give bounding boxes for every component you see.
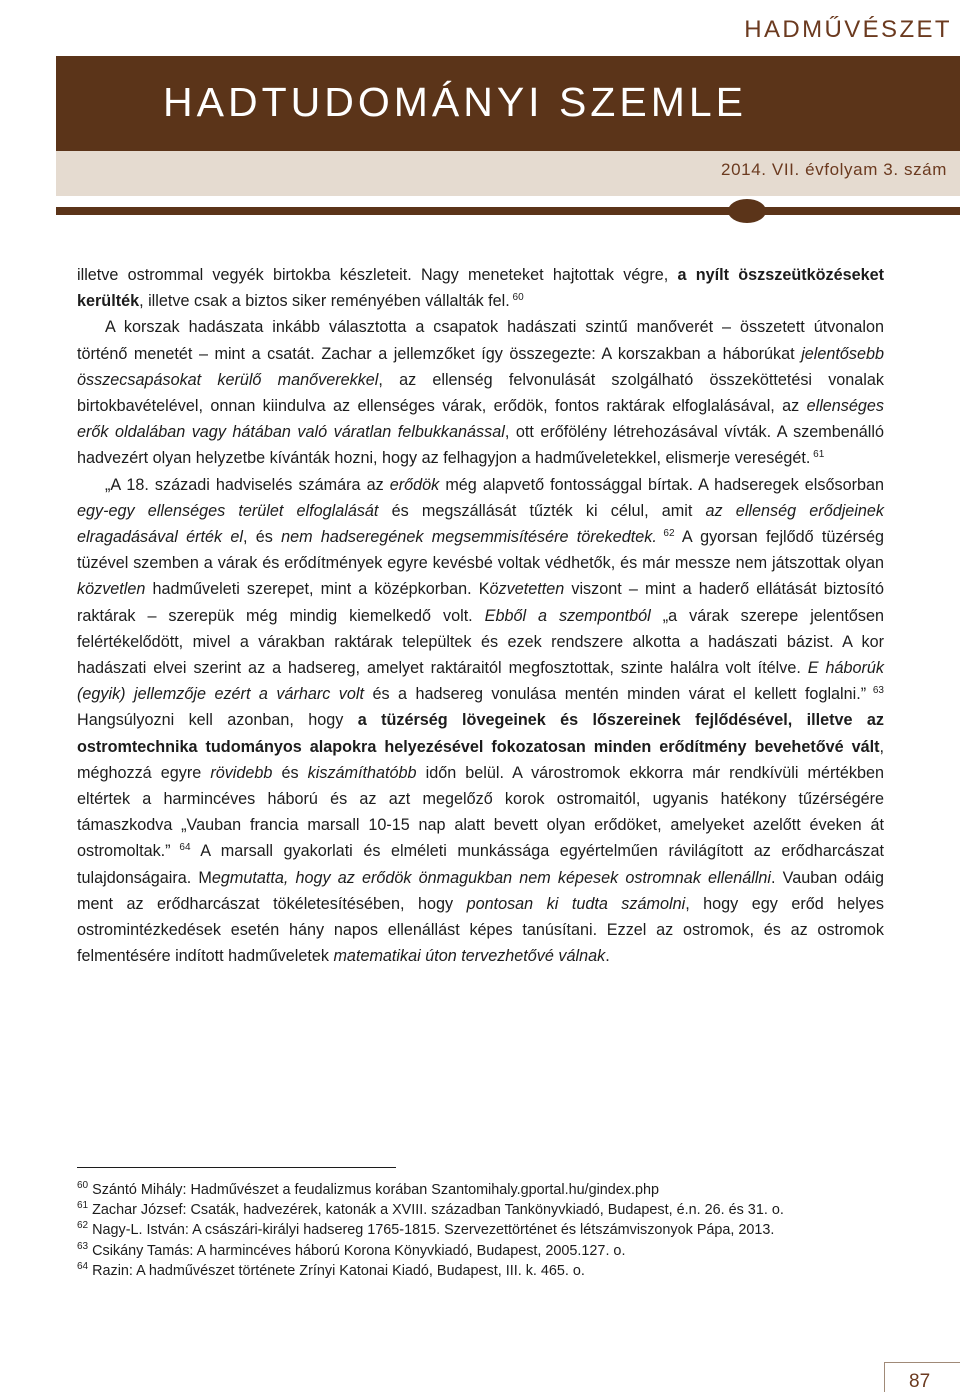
journal-title: HADTUDOMÁNYI SZEMLE [163, 79, 747, 125]
text-run: . [605, 947, 610, 966]
text-run: , hogy egy erőd helyes ostromintézkedések esetén hány napos ellenállást képes tanúsítani. Ezzel az ostromok, és az ostromok felmentésére indított hadműveletek [77, 894, 884, 966]
footnote-number: 64 [77, 1260, 89, 1272]
text-run: hadműveleti szerepet, mint a középkorban. K [145, 580, 490, 599]
footnote-separator [77, 1167, 396, 1168]
text-run: , és [242, 528, 282, 547]
text-run: A korszak hadászata inkább választotta a csapatok hadászati szintű manőverét – összetett útvonalon történő menetét – mint a csatát. Zachar a jellemzőket így összegezte: A korszakban a háborúkat [77, 318, 884, 363]
footnote-61 [77, 1201, 884, 1219]
main-text [77, 262, 884, 969]
text-run-bold: a tüzérség lövegeinek és lőszereinek fejlődésével, illetve az ostromtechnika tudományos alapokra helyezésével fokozatosan minden erődítmény bevehetővé vált [77, 711, 884, 756]
text-run: viszont – mint a haderő ellátását biztosító raktárak – szerepük még mindig kiemelkedő volt. [77, 580, 884, 625]
paragraph-3 [77, 472, 884, 970]
text-run: „a várak szerepe jelentősen felértékelődött, mivel a várakban raktárak települtek és ezek rendszere alkotta a hadászati bázist. A kor hadászati elvei szerint az a hadsereg, amelyet raktáraitól megfosztottak, szinte halálra volt ítélve. [77, 606, 885, 678]
text-run-italic: közvetlen [77, 580, 146, 599]
footnote-62 [77, 1221, 884, 1239]
footnotes [77, 1181, 884, 1280]
text-run: illetve ostrommal vegyék birtokba készleteit. Nagy meneteket hajtottak végre, [77, 266, 678, 284]
footnote-64 [77, 1262, 884, 1280]
text-run: , méghozzá egyre [77, 737, 884, 782]
footnote-text: Nagy-L. István: A császári-királyi hadsereg 1765-1815. Szervezettörténet és létszámviszonyok Pápa, 2013. [88, 1222, 775, 1239]
footnote-ref-63[interactable]: 63 [866, 685, 884, 697]
text-run: A gyorsan fejlődő tüzérség tüzével szemben a várak és erődítmények egyre kevésbé voltak védhetők, és már messze nem játszottak olyan [77, 528, 885, 573]
text-run-italic: ellenséges erők oldalában vagy hátában való váratlan felbukkanással [77, 397, 884, 442]
text-run: és megszállását tűzték ki célul, amit [378, 501, 706, 520]
journal-header-band [56, 56, 960, 151]
text-run-italic: rövidebb [210, 763, 273, 782]
footnote-ref-61[interactable]: 61 [810, 449, 825, 461]
issue-bar [56, 151, 960, 196]
page-number: 87 [909, 1371, 931, 1392]
text-run-italic: pontosan ki tudta számolni [466, 894, 686, 913]
text-run-bold: a nyílt öszszeütközéseket kerülték [77, 266, 884, 311]
text-run-italic: nem hadseregének megsemmisítésére törekedtek. [281, 528, 657, 547]
footnote-63 [77, 1242, 884, 1260]
text-run: és [272, 763, 308, 782]
footnote-ref-60[interactable]: 60 [509, 292, 524, 304]
text-run-italic: matematikai úton tervezhetővé válnak [333, 947, 606, 966]
footnote-number: 63 [77, 1240, 89, 1252]
header-knob [728, 199, 766, 223]
text-run: és a hadsereg vonulása mentén minden várat el kellett foglalni.” [364, 685, 867, 704]
text-run: időn belül. A várostromok ekkorra már rendkívüli mértékben eltértek a harmincéves háború és az azt megelőző korok ostromaitól, ugyanis hatékony tűzérségére támaszkodva „Vauban francia marsall 10-15 nap alatt bevett olyan erődöket, amelyeket azelőtt éveken át ostromoltak.” [77, 763, 885, 861]
header-rule [56, 207, 960, 215]
text-run: , az ellenség felvonulását szolgálható összeköttetési vonalak birtokbavételével, onnan kiindulva az ellenséges várak, erődök, fontos raktárak elfoglalásával, az [77, 370, 884, 416]
text-run-italic: az ellenség erődjeinek elragadásával érték el [77, 501, 884, 547]
text-run-italic: E háborúk (egyik) jellemzője ezért a várharc volt [77, 659, 884, 704]
footnote-number: 60 [77, 1180, 89, 1191]
footnote-text: Csikány Tamás: A harmincéves háború Korona Könyvkiadó, Budapest, 2005.127. o. [88, 1242, 626, 1259]
paragraph-1 [77, 262, 884, 314]
footnote-60 [77, 1181, 884, 1199]
text-run-italic: egmutatta, hogy az erődök önmagukban nem képesek ostromnak ellenállni [211, 868, 772, 887]
text-run-italic: kiszámíthatóbb [307, 763, 417, 782]
footnote-number: 62 [77, 1220, 89, 1232]
text-run: A marsall gyakorlati és elméleti munkássága egyértelműen rávilágított az erődharcászat tulajdonságaira. M [77, 842, 884, 887]
section-label: HADMŰVÉSZET [744, 16, 952, 43]
text-run-italic: erődök [389, 475, 440, 494]
text-run: , ott erőfölény létrehozásával vívták. A szembenálló hadvezért olyan helyzetbe kívánták hozni, hogy az felhagyjon a hadműveletekkel, elismerje vereségét. [77, 423, 885, 468]
text-run-italic: özvetetten [489, 580, 565, 599]
text-run: Hangsúlyozni kell azonban, hogy [77, 711, 358, 730]
text-run: . Vauban odáig ment az erődharcászat tökéletesítésében, hogy [77, 868, 884, 913]
footnote-ref-64[interactable]: 64 [170, 842, 191, 854]
text-run-italic: egy-egy ellenséges terület elfoglalását [77, 501, 379, 520]
text-run: , illetve csak a biztos siker reményében vállalták fel. [139, 292, 510, 311]
footnote-number: 61 [77, 1200, 89, 1212]
footnote-text: Razin: A hadművészet története Zrínyi Katonai Kiadó, Budapest, III. k. 465. o. [88, 1262, 585, 1279]
footnote-ref-62[interactable]: 62 [656, 528, 675, 540]
issue-info: 2014. VII. évfolyam 3. szám [721, 160, 947, 179]
text-run: „A 18. századi hadviselés számára az [105, 475, 390, 494]
text-run-italic: Ebből a szempontból [484, 606, 651, 625]
footnote-text: Szántó Mihály: Hadművészet a feudalizmus korában Szantomihaly.gportal.hu/gindex.php [88, 1182, 660, 1198]
text-run: még alapvető fontossággal bírtak. A hadseregek elsősorban [439, 475, 884, 494]
footnote-text: Zachar József: Csaták, hadvezérek, katonák a XVIII. században Tankönyvkiadó, Budapest, é.n. 26. és 31. o. [88, 1202, 784, 1219]
paragraph-2 [77, 314, 884, 471]
text-run-italic: jelentősebb összecsapásokat kerülő manőverekkel [77, 344, 884, 389]
